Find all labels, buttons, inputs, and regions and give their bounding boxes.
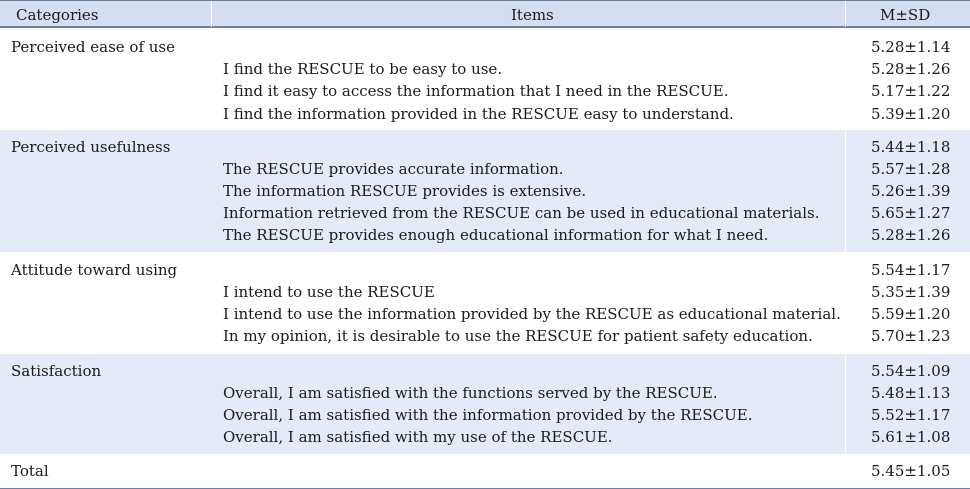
- category-mean: 5.28±1.14: [871, 38, 951, 56]
- category-mean: 5.54±1.17: [871, 261, 951, 279]
- item-value: 5.65±1.27: [871, 204, 951, 222]
- item-value: 5.35±1.39: [871, 283, 951, 301]
- group-perceived-usefulness: [0, 130, 970, 252]
- item-text: I find it easy to access the information that I need in the RESCUE.: [223, 82, 729, 100]
- item-text: I intend to use the information provided by the RESCUE as educational material.: [223, 305, 841, 323]
- category-mean: 5.54±1.09: [871, 362, 951, 380]
- category-mean: 5.45±1.05: [871, 462, 951, 480]
- item-text: The information RESCUE provides is extensive.: [223, 182, 587, 200]
- category-mean: 5.44±1.18: [871, 138, 951, 156]
- item-text: Overall, I am satisfied with the functions served by the RESCUE.: [223, 384, 718, 402]
- table-header: [0, 0, 970, 28]
- item-text: I intend to use the RESCUE: [223, 283, 435, 301]
- header-divider: [211, 1, 212, 27]
- group-attitude-toward-using: [0, 252, 970, 354]
- group-perceived-ease-of-use: [0, 30, 970, 130]
- item-value: 5.70±1.23: [871, 327, 951, 345]
- category-label: Attitude toward using: [11, 261, 178, 279]
- item-value: 5.61±1.08: [871, 428, 951, 446]
- column-divider: [845, 454, 846, 488]
- item-text: Overall, I am satisfied with my use of the RESCUE.: [223, 428, 613, 446]
- item-value: 5.26±1.39: [871, 182, 951, 200]
- item-text: The RESCUE provides enough educational information for what I need.: [223, 226, 769, 244]
- group-total: [0, 454, 970, 488]
- item-text: Overall, I am satisfied with the information provided by the RESCUE.: [223, 406, 753, 424]
- column-divider: [845, 30, 846, 130]
- item-value: 5.59±1.20: [871, 305, 951, 323]
- item-value: 5.52±1.17: [871, 406, 951, 424]
- column-divider: [845, 252, 846, 354]
- item-value: 5.48±1.13: [871, 384, 951, 402]
- item-text: I find the information provided in the RESCUE easy to understand.: [223, 105, 734, 123]
- item-value: 5.28±1.26: [871, 60, 951, 78]
- header-categories: Categories: [16, 6, 99, 24]
- item-text: The RESCUE provides accurate information.: [223, 160, 564, 178]
- category-label: Total: [11, 462, 49, 480]
- category-label: Satisfaction: [11, 362, 102, 380]
- item-value: 5.39±1.20: [871, 105, 951, 123]
- item-value: 5.57±1.28: [871, 160, 951, 178]
- item-text: Information retrieved from the RESCUE can be used in educational materials.: [223, 204, 820, 222]
- header-msd: M±SD: [880, 6, 931, 24]
- item-text: In my opinion, it is desirable to use the RESCUE for patient safety education.: [223, 327, 813, 345]
- group-satisfaction: [0, 354, 970, 454]
- item-value: 5.28±1.26: [871, 226, 951, 244]
- column-divider: [845, 130, 846, 252]
- column-divider: [845, 354, 846, 454]
- item-value: 5.17±1.22: [871, 82, 951, 100]
- header-items: Items: [511, 6, 554, 24]
- item-text: I find the RESCUE to be easy to use.: [223, 60, 503, 78]
- header-divider: [845, 1, 846, 27]
- category-label: Perceived usefulness: [11, 138, 171, 156]
- category-label: Perceived ease of use: [11, 38, 176, 56]
